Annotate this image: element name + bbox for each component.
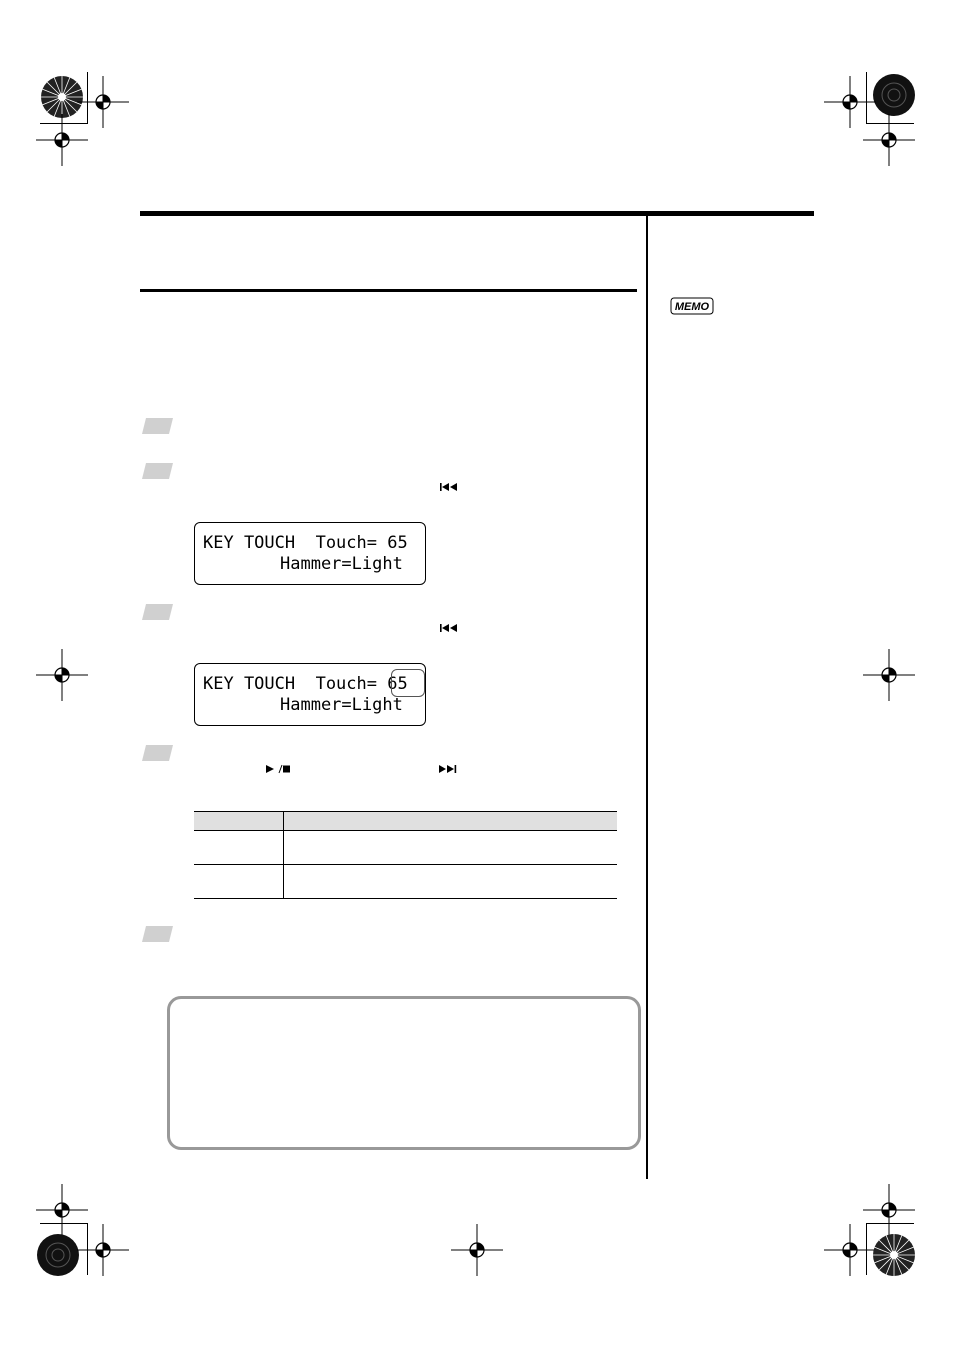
registration-crosshair-icon [859,645,919,705]
table-cell [284,865,618,899]
play-stop-icon [265,764,291,774]
info-box [167,996,641,1150]
fast-forward-icon [438,764,458,774]
settings-table [194,811,617,899]
memo-icon [670,297,714,315]
lcd-line-2: Hammer=Light [280,554,403,574]
reset-rewind-icon [439,482,459,492]
table-cell [194,831,284,865]
step-marker-2 [140,461,174,481]
registration-crosshair-icon [859,110,919,170]
lcd-line-1: KEY TOUCH Touch= 65 [203,674,408,694]
cursor-highlight-box [391,669,425,697]
lcd-line-1: KEY TOUCH Touch= 65 [203,533,408,553]
memo-label: MEMO [674,301,710,313]
step-marker-1 [140,416,174,436]
registration-crosshair-icon [32,110,92,170]
table-row [194,831,617,865]
section-title-rule [140,289,637,292]
header-rule [140,211,814,216]
table-row [194,865,617,899]
reset-rewind-icon [439,623,459,633]
table-cell [194,865,284,899]
registration-crosshair-icon [73,1220,133,1280]
column-divider [646,216,648,1179]
table-header-cell [284,812,618,831]
registration-crosshair-icon [447,1220,507,1280]
step-marker-3 [140,602,174,622]
lcd-display-key-touch [194,522,426,585]
table-header-row [194,812,617,831]
registration-crosshair-icon [32,645,92,705]
table-header-cell [194,812,284,831]
lcd-display-key-touch-highlight [194,663,426,726]
printer-color-target-icon [869,1230,919,1280]
lcd-line-2: Hammer=Light [280,695,403,715]
step-marker-5 [140,924,174,944]
step-marker-4 [140,743,174,763]
table-cell [284,831,618,865]
